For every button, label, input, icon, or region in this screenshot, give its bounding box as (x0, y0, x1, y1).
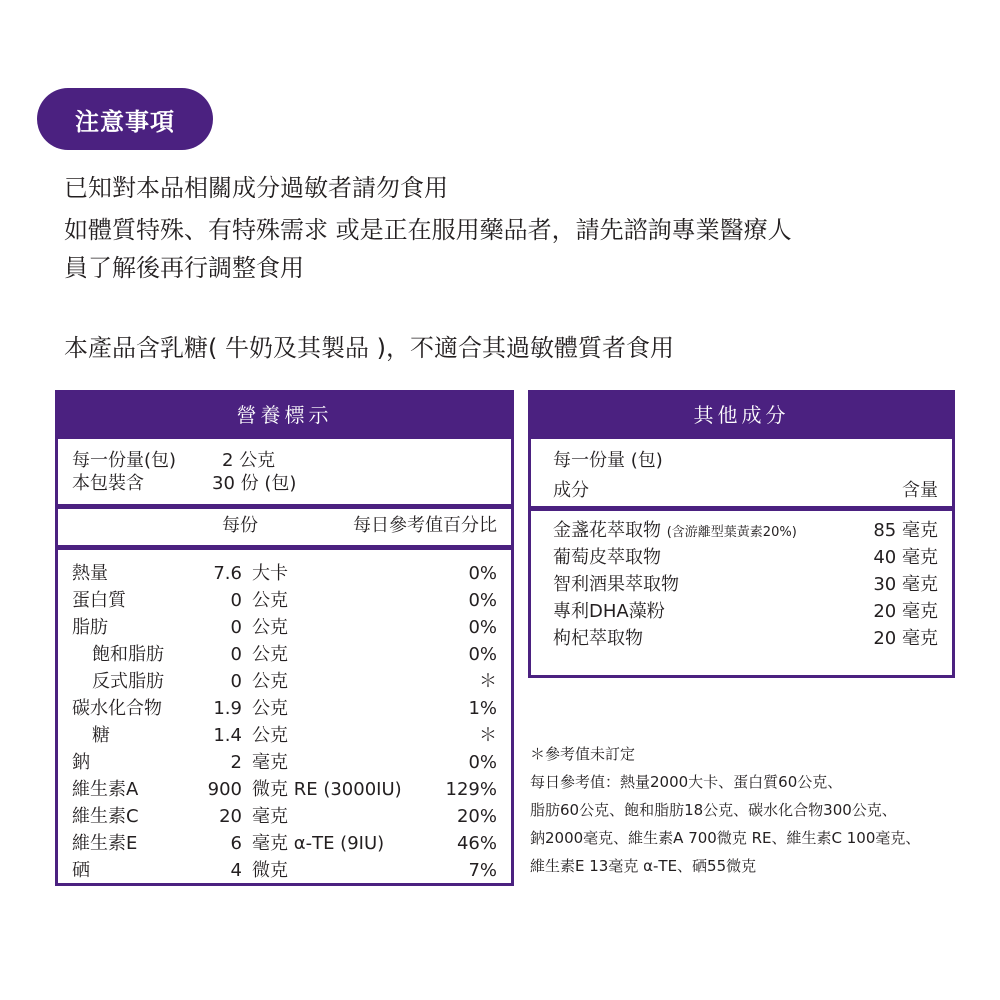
nutrient-unit: 公克 (252, 698, 288, 719)
nutrient-name: 熱量 (72, 563, 108, 584)
serving-label: 每一份量(包) (72, 450, 177, 471)
ingredient-amount: 85 毫克 (873, 520, 938, 541)
nutrient-unit: 微克 RE (3000IU) (252, 779, 402, 800)
ingredient-amount: 20 毫克 (873, 628, 938, 649)
nutrition-row (72, 803, 497, 830)
notice-line: 已知對本品相關成分過敏者請勿食用 (64, 174, 448, 202)
nutrition-row (72, 830, 497, 857)
nutrient-unit: 公克 (252, 644, 288, 665)
nutrient-pct: 46% (456, 833, 497, 854)
nutrition-row (72, 641, 497, 668)
ingredient-row (553, 544, 938, 571)
nutrient-name: 反式脂肪 (92, 671, 164, 692)
nutrient-unit: 公克 (252, 617, 288, 638)
footnote-line: 鈉2000毫克、維生素A 700微克 RE、維生素C 100毫克、 (530, 829, 921, 847)
other-title: 其他成分 (531, 393, 952, 439)
footnote-line: ＊參考值未訂定 (530, 745, 636, 763)
nutrient-unit: 毫克 α-TE (9IU) (252, 833, 385, 854)
nutrient-pct: 0% (468, 590, 497, 611)
nutrient-name: 糖 (92, 725, 110, 746)
nutrition-row (72, 722, 497, 749)
serving-value: 2 公克 (222, 450, 276, 471)
nutrient-name: 飽和脂肪 (92, 644, 164, 665)
ingredient-row (553, 598, 938, 625)
nutrient-value: 0 (230, 590, 242, 611)
nutrient-value: 2 (230, 752, 242, 773)
nutrient-unit: 毫克 (252, 806, 288, 827)
nutrition-row (72, 560, 497, 587)
ingredient-row (553, 517, 938, 544)
nutrition-table (55, 390, 514, 886)
nutrient-value: 0 (230, 617, 242, 638)
nutrition-row (72, 749, 497, 776)
col-daily-value: 每日參考值百分比 (353, 515, 497, 536)
ingredient-name: 葡萄皮萃取物 (553, 547, 661, 568)
nutrition-row (72, 776, 497, 803)
notice-line: 本產品含乳糖( 牛奶及其製品 )，不適合其過敏體質者食用 (64, 334, 674, 362)
ingredient-amount: 40 毫克 (873, 547, 938, 568)
nutrient-value: 1.9 (213, 698, 242, 719)
nutrient-unit: 公克 (252, 725, 288, 746)
ingredient-name: 枸杞萃取物 (553, 628, 643, 649)
ingredient-amount: 30 毫克 (873, 574, 938, 595)
nutrient-name: 維生素C (72, 806, 139, 827)
nutrition-row (72, 668, 497, 695)
nutrient-unit: 公克 (252, 671, 288, 692)
nutrition-row (72, 857, 497, 884)
notice-line: 如體質特殊、有特殊需求 或是正在服用藥品者，請先諮詢專業醫療人 (64, 216, 792, 244)
ingredient-amount: 20 毫克 (873, 601, 938, 622)
notice-title-badge: 注意事項 (37, 88, 213, 150)
col-ingredient: 成分 (553, 480, 589, 501)
nutrient-unit: 微克 (252, 860, 288, 881)
nutrient-pct: 20% (456, 806, 497, 827)
nutrient-pct: 1% (468, 698, 497, 719)
footnote-line: 脂肪60公克、飽和脂肪18公克、碳水化合物300公克、 (530, 801, 897, 819)
nutrition-row (72, 587, 497, 614)
nutrient-pct: 7% (468, 860, 497, 881)
nutrient-pct: ＊ (479, 725, 497, 746)
other-ingredients-table (528, 390, 955, 678)
nutrient-value: 900 (207, 779, 242, 800)
other-serving-label: 每一份量 (包) (553, 450, 663, 471)
nutrient-value: 0 (230, 671, 242, 692)
nutrient-pct: 129% (445, 779, 497, 800)
ingredient-name: 專利DHA藻粉 (553, 601, 665, 622)
nutrient-name: 硒 (72, 860, 90, 881)
nutrient-pct: 0% (468, 617, 497, 638)
notice-line: 員了解後再行調整食用 (64, 254, 304, 282)
nutrient-value: 4 (230, 860, 242, 881)
nutrient-name: 蛋白質 (72, 590, 126, 611)
nutrient-pct: 0% (468, 563, 497, 584)
footnote-line: 每日參考值：熱量2000大卡、蛋白質60公克、 (530, 773, 843, 791)
pack-value: 30 份 (包) (212, 473, 297, 494)
ingredient-name: 金盞花萃取物 (553, 520, 661, 541)
ingredient-row (553, 625, 938, 652)
nutrition-row (72, 614, 497, 641)
col-per-serving: 每份 (222, 515, 258, 536)
nutrient-value: 20 (219, 806, 242, 827)
nutrient-name: 鈉 (72, 752, 90, 773)
nutrient-value: 6 (230, 833, 242, 854)
nutrient-name: 維生素E (72, 833, 138, 854)
col-amount: 含量 (902, 480, 938, 501)
nutrient-value: 7.6 (213, 563, 242, 584)
nutrient-pct: 0% (468, 752, 497, 773)
footnote (530, 740, 920, 880)
nutrient-pct: ＊ (479, 671, 497, 692)
nutrient-name: 脂肪 (72, 617, 108, 638)
pack-label: 本包裝含 (72, 473, 144, 494)
nutrient-unit: 大卡 (252, 563, 288, 584)
nutrient-name: 維生素A (72, 779, 139, 800)
ingredient-note: (含游離型葉黃素20%) (666, 525, 797, 540)
nutrient-value: 1.4 (213, 725, 242, 746)
nutrient-pct: 0% (468, 644, 497, 665)
nutrient-unit: 毫克 (252, 752, 288, 773)
nutrient-value: 0 (230, 644, 242, 665)
ingredient-name: 智利酒果萃取物 (553, 574, 679, 595)
nutrient-unit: 公克 (252, 590, 288, 611)
nutrition-row (72, 695, 497, 722)
nutrition-title: 營養標示 (58, 393, 511, 439)
footnote-line: 維生素E 13毫克 α-TE、硒55微克 (530, 857, 757, 875)
nutrient-name: 碳水化合物 (72, 698, 162, 719)
ingredient-row (553, 571, 938, 598)
